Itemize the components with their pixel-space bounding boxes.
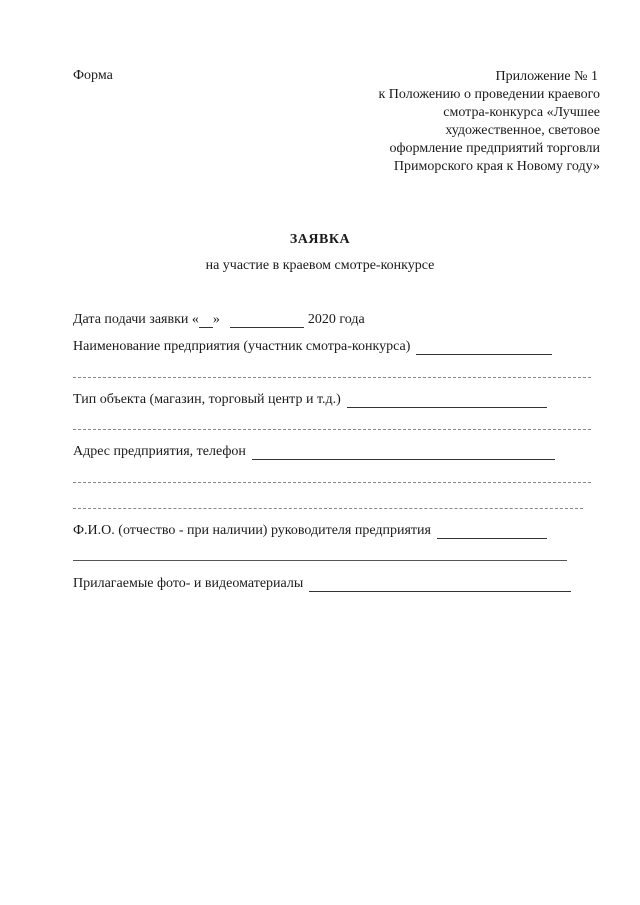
- form-label: Форма: [73, 68, 113, 83]
- address-phone-field: [73, 444, 555, 460]
- date-day-blank[interactable]: [199, 315, 213, 328]
- enterprise-name-line[interactable]: [73, 377, 591, 378]
- date-suffix: 2020 года: [307, 312, 365, 327]
- date-month-blank[interactable]: [230, 315, 304, 328]
- appendix-line: Приложение № 1: [495, 69, 598, 84]
- manager-name-line[interactable]: [73, 560, 567, 561]
- object-type-blank[interactable]: [347, 395, 547, 408]
- document-subtitle: на участие в краевом смотре-конкурсе: [205, 258, 435, 273]
- appendix-line: художественное, световое: [445, 123, 600, 138]
- enterprise-name-label: Наименование предприятия (участник смотра-конкурса): [73, 339, 411, 354]
- enterprise-name-field: [73, 339, 552, 355]
- appendix-line: оформление предприятий торговли: [389, 141, 600, 156]
- address-phone-label: Адрес предприятия, телефон: [73, 444, 246, 459]
- object-type-label: Тип объекта (магазин, торговый центр и т.д.): [73, 392, 341, 407]
- appendix-line: смотра-конкурса «Лучшее: [443, 105, 600, 120]
- object-type-line[interactable]: [73, 429, 591, 430]
- appendix-line: Приморского края к Новому году»: [393, 159, 600, 174]
- appendix-line: к Положению о проведении краевого: [378, 87, 600, 102]
- attachments-blank[interactable]: [309, 579, 571, 592]
- address-phone-blank[interactable]: [252, 447, 555, 460]
- attachments-label: Прилагаемые фото- и видеоматериалы: [73, 576, 304, 591]
- document-title: ЗАЯВКА: [289, 232, 351, 247]
- appendix-block: [330, 68, 600, 176]
- date-field: [73, 312, 365, 328]
- attachments-field: [73, 576, 571, 592]
- address-phone-line-2[interactable]: [73, 508, 583, 509]
- object-type-field: [73, 392, 547, 408]
- address-phone-line-1[interactable]: [73, 482, 591, 483]
- date-day-close: »: [212, 312, 220, 327]
- manager-name-label: Ф.И.О. (отчество - при наличии) руководителя предприятия: [73, 523, 431, 538]
- manager-name-field: [73, 523, 547, 539]
- enterprise-name-blank[interactable]: [416, 342, 552, 355]
- date-prefix: Дата подачи заявки «: [73, 312, 199, 327]
- manager-name-blank[interactable]: [437, 526, 547, 539]
